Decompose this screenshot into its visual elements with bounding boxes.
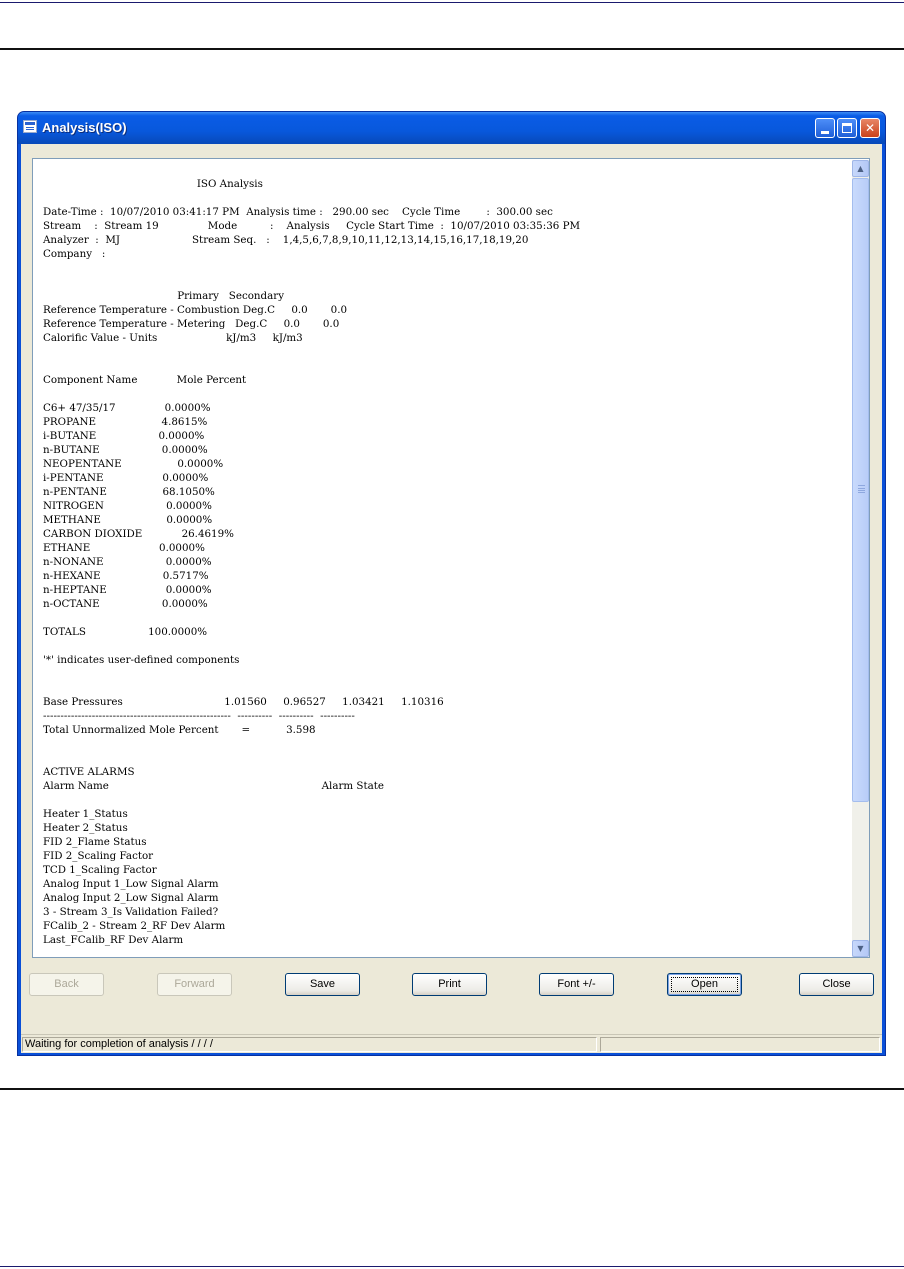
scroll-down-icon[interactable]: ▼ bbox=[852, 940, 869, 957]
window-client-area bbox=[21, 144, 882, 1053]
minimize-icon bbox=[821, 131, 829, 134]
window-app-icon[interactable] bbox=[23, 120, 37, 133]
scroll-up-icon[interactable]: ▲ bbox=[852, 160, 869, 177]
open-button[interactable] bbox=[667, 973, 742, 996]
status-pane-secondary bbox=[600, 1037, 880, 1052]
window-title: Analysis(ISO) bbox=[42, 120, 127, 135]
focus-rect bbox=[671, 977, 738, 992]
vertical-scrollbar[interactable] bbox=[852, 160, 869, 957]
scroll-grip-icon bbox=[858, 485, 865, 493]
page-header-rule bbox=[0, 48, 904, 50]
title-bar[interactable] bbox=[18, 112, 885, 144]
scroll-thumb[interactable] bbox=[852, 178, 869, 802]
close-button[interactable]: Close bbox=[799, 973, 874, 996]
page-bottom-rule bbox=[0, 1266, 904, 1267]
analysis-window bbox=[17, 111, 886, 1056]
maximize-icon bbox=[842, 123, 852, 133]
open-button-label: Open bbox=[691, 978, 718, 990]
page-top-rule bbox=[0, 2, 904, 3]
status-text: Waiting for completion of analysis / / / / bbox=[22, 1037, 597, 1052]
close-icon: ✕ bbox=[864, 121, 876, 135]
page-footer-rule bbox=[0, 1088, 904, 1090]
save-button[interactable]: Save bbox=[285, 973, 360, 996]
print-button[interactable]: Print bbox=[412, 973, 487, 996]
forward-button[interactable]: Forward bbox=[157, 973, 232, 996]
maximize-button[interactable] bbox=[837, 118, 857, 138]
report-text: ISO Analysis Date-Time : 10/07/2010 03:41:17 PM Analysis time : 290.00 sec Cycle Time : 300.00 sec Stream : Stream 19 Mode : Analysis Cycle Start Time : 10/07/2010 03:35:36 PM Analyzer : MJ Stream Seq. : 1,4,5,6,7,8,9,10,11,12,13,14,15,16,17,18,19,20 Company : Primary Secondary Reference Temperature - Combustion Deg.C 0.0 0.0 Reference Temperature - Metering Deg.C 0.0 0.0 Calorific Value - Units kJ/m3 kJ/m3 Component Name Mole Percent C6+ 47/35/17 0.0000% PROPANE 4.8615% i-BUTANE 0.0000% n-BUTANE 0.0000% NEOPENTANE 0.0000% i-PENTANE 0.0000% n-PENTANE 68.1050% NITROGEN 0.0000% METHANE 0.0000% CARBON DIOXIDE 26.4619% ETHANE 0.0000% n-NONANE 0.0000% n-HEXANE 0.5717% n-HEPTANE 0.0000% n-OCTANE 0.0000% TOTALS 100.0000% '*' indicates user-defined components Base Pressures 1.01560 0.96527 1.03421 1.10316 ------------------------------------------------------ ---------- ---------- ---------- Total Unnormalized Mole Percent = 3.598 ACTIVE ALARMS Alarm Name Alarm State Heater 1_Status Heater 2_Status FID 2_Flame Status FID 2_Scaling Factor TCD 1_Scaling Factor Analog Input 1_Low Signal Alarm Analog Input 2_Low Signal Alarm 3 - Stream 3_Is Validation Failed? FCalib_2 - Stream 2_RF Dev Alarm Last_FCalib_RF Dev Alarm bbox=[43, 178, 581, 946]
report-view[interactable] bbox=[32, 158, 870, 958]
close-window-button[interactable] bbox=[860, 118, 880, 138]
back-button[interactable]: Back bbox=[29, 973, 104, 996]
font-size-button[interactable]: Font +/- bbox=[539, 973, 614, 996]
status-bar bbox=[21, 1034, 882, 1053]
minimize-button[interactable] bbox=[815, 118, 835, 138]
